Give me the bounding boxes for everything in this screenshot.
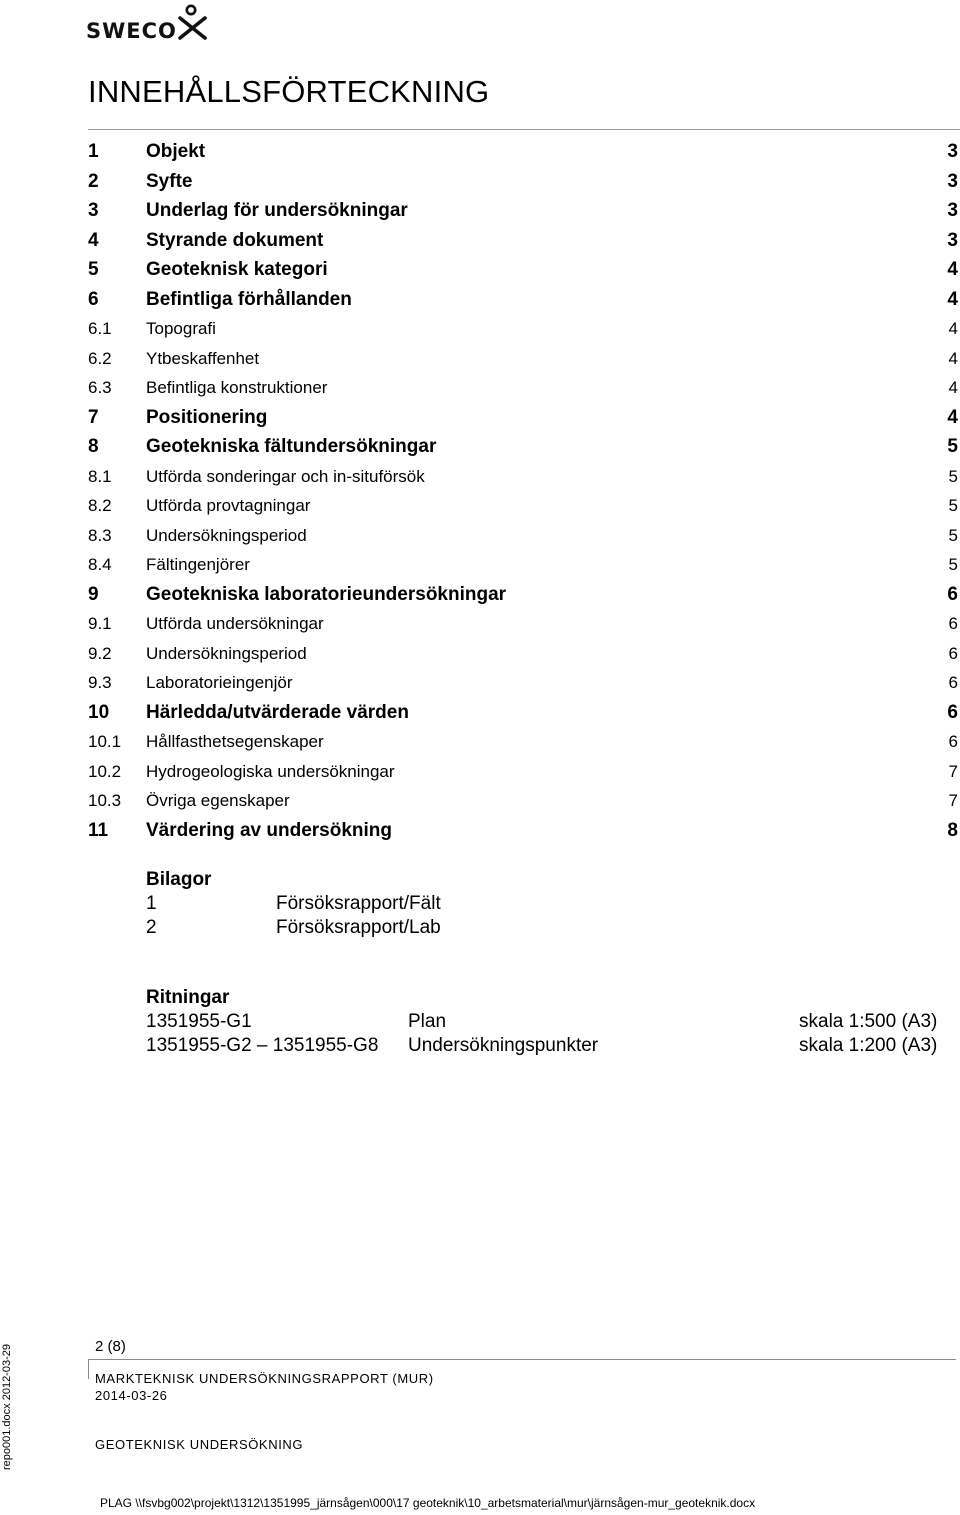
toc-entry-number: 4 <box>88 229 99 251</box>
drawings-heading: Ritningar <box>146 987 230 1008</box>
toc-entry <box>88 196 958 226</box>
toc-entry <box>88 521 958 551</box>
toc-entry-page: 6 <box>947 583 958 605</box>
toc-entry-number: 6 <box>88 288 99 310</box>
logo-wordmark: SWECO <box>86 19 177 43</box>
toc-entry <box>88 314 958 344</box>
toc-entry-title: Objekt <box>146 141 206 162</box>
drawing-description: Undersökningspunkter <box>408 1035 599 1056</box>
toc-entry <box>88 137 958 167</box>
toc-entry-number: 6.2 <box>88 348 112 368</box>
toc-entry-page: 4 <box>948 378 958 397</box>
toc-entry-page: 3 <box>947 200 958 221</box>
toc-entry-title: Utförda sonderingar och in-situförsök <box>146 466 425 486</box>
toc-entry <box>88 255 958 285</box>
report-subject: GEOTEKNISK UNDERSÖKNING <box>95 1437 304 1452</box>
toc-entry-page: 5 <box>948 466 958 486</box>
toc-entry-number: 10.1 <box>88 732 122 751</box>
toc-entry-page: 5 <box>948 555 958 574</box>
drawing-scale: skala 1:200 (A3) <box>799 1035 938 1056</box>
attachments-section <box>146 868 441 940</box>
attachment-item <box>146 916 441 940</box>
toc-entry-title: Utförda undersökningar <box>146 614 324 633</box>
toc-entry-title: Undersökningsperiod <box>146 643 307 663</box>
toc-entry-number: 1 <box>88 141 99 162</box>
toc-entry-number: 9.1 <box>88 614 112 633</box>
toc-entry-title: Topografi <box>146 319 216 338</box>
toc-entry <box>88 757 958 787</box>
toc-entry-title: Värdering av undersökning <box>146 819 392 841</box>
toc-entry-title: Hydrogeologiska undersökningar <box>146 761 395 781</box>
toc-entry-title: Positionering <box>146 406 268 428</box>
toc-entry-title: Fältingenjörer <box>146 555 250 574</box>
toc-entry <box>88 403 958 433</box>
page-title: INNEHÅLLSFÖRTECKNING <box>88 74 490 109</box>
toc-entry-page: 5 <box>947 436 958 457</box>
toc-entry-title: Undersökningsperiod <box>146 525 307 545</box>
toc-entry-page: 4 <box>947 406 958 428</box>
toc-entry-page: 5 <box>948 525 958 545</box>
toc-entry <box>88 432 958 462</box>
report-date: 2014-03-26 <box>95 1388 168 1403</box>
toc-entry-number: 8.4 <box>88 555 112 574</box>
toc-entry-number: 8 <box>88 436 99 457</box>
drawing-id: 1351955-G2 – 1351955-G8 <box>146 1035 379 1056</box>
toc-entry-page: 8 <box>947 819 958 841</box>
sweco-figure-icon <box>178 4 208 42</box>
toc-entry-title: Befintliga förhållanden <box>146 288 352 310</box>
toc-entry-number: 5 <box>88 259 99 280</box>
toc-entry <box>88 462 958 492</box>
toc-entry-page: 5 <box>948 496 958 515</box>
toc-entry-page: 6 <box>948 732 958 751</box>
toc-entry-number: 8.2 <box>88 496 112 515</box>
toc-entry-number: 9.2 <box>88 643 112 663</box>
toc-entry-number: 2 <box>88 170 99 192</box>
toc-entry-number: 7 <box>88 406 99 428</box>
toc-entry <box>88 668 958 698</box>
sweco-logo <box>86 4 211 44</box>
toc-entry-number: 3 <box>88 200 99 221</box>
toc-entry-number: 11 <box>88 819 109 841</box>
toc-entry <box>88 580 958 610</box>
toc-entry-title: Övriga egenskaper <box>146 791 290 810</box>
drawing-id: 1351955-G1 <box>146 1011 252 1032</box>
attachment-item <box>146 892 441 916</box>
attachment-number: 1 <box>146 893 157 914</box>
page-number: 2 (8) <box>95 1338 126 1355</box>
toc-entry-page: 7 <box>948 791 958 810</box>
footer-divider <box>88 1359 956 1360</box>
toc-entry-number: 10.2 <box>88 761 122 781</box>
toc-entry-page: 3 <box>947 170 958 192</box>
toc-entry-number: 10 <box>88 701 110 723</box>
title-divider <box>88 129 960 130</box>
toc-entry-number: 8.3 <box>88 525 112 545</box>
toc-entry-page: 6 <box>947 701 958 723</box>
toc-entry-title: Syfte <box>146 170 193 192</box>
attachments-heading: Bilagor <box>146 869 212 890</box>
toc-entry <box>88 373 958 403</box>
toc-entry-title: Geotekniska laboratorieundersökningar <box>146 583 507 605</box>
toc-entry <box>88 727 958 757</box>
toc-entry-page: 3 <box>947 229 958 251</box>
attachment-number: 2 <box>146 917 157 938</box>
toc-entry-number: 10.3 <box>88 791 122 810</box>
toc-entry-title: Hållfasthetsegenskaper <box>146 732 324 751</box>
toc-entry-page: 4 <box>948 348 958 368</box>
toc-entry-title: Laboratorieingenjör <box>146 673 293 692</box>
toc-entry-page: 4 <box>948 319 958 338</box>
footer-divider-tick <box>88 1359 89 1379</box>
template-version: repo001.docx 2012-03-29 <box>1 1344 13 1470</box>
toc-entry-title: Styrande dokument <box>146 229 324 251</box>
toc-entry-number: 6.1 <box>88 319 112 338</box>
toc-entry-title: Befintliga konstruktioner <box>146 378 328 397</box>
toc-entry <box>88 285 958 315</box>
attachment-title: Försöksrapport/Lab <box>276 917 441 938</box>
drawing-item <box>146 1034 956 1058</box>
attachment-title: Försöksrapport/Fält <box>276 893 441 914</box>
toc-entry <box>88 550 958 580</box>
toc-entry <box>88 786 958 816</box>
toc-entry <box>88 491 958 521</box>
toc-entry-page: 3 <box>947 141 958 162</box>
toc-entry <box>88 609 958 639</box>
toc-entry <box>88 698 958 728</box>
toc-entry-number: 9 <box>88 583 99 605</box>
toc-entry-page: 4 <box>947 259 958 280</box>
toc-entry <box>88 226 958 256</box>
toc-entry-page: 7 <box>948 761 958 781</box>
toc-entry <box>88 344 958 374</box>
toc-entry-number: 8.1 <box>88 466 112 486</box>
drawing-item <box>146 1010 956 1034</box>
toc-entry-page: 6 <box>948 673 958 692</box>
toc-entry-number: 9.3 <box>88 673 112 692</box>
toc-entry <box>88 639 958 669</box>
file-path: PLAG \\fsvbg002\projekt\1312\1351995_järnsågen\000\17 geoteknik\10_arbetsmaterial\mur\järnsågen-mur_geoteknik.docx <box>100 1496 756 1510</box>
drawing-description: Plan <box>408 1011 447 1032</box>
report-type: MARKTEKNISK UNDERSÖKNINGSRAPPORT (MUR) <box>95 1371 434 1386</box>
toc-entry-number: 6.3 <box>88 378 112 397</box>
toc-entry-title: Underlag för undersökningar <box>146 200 408 221</box>
toc-entry-title: Geoteknisk kategori <box>146 259 328 280</box>
toc-entry-title: Härledda/utvärderade värden <box>146 701 409 723</box>
toc-entry <box>88 816 958 846</box>
drawing-scale: skala 1:500 (A3) <box>799 1011 938 1032</box>
toc-entry-page: 6 <box>948 643 958 663</box>
drawings-section <box>146 986 956 1058</box>
toc-entry-title: Utförda provtagningar <box>146 496 311 515</box>
toc-entry-title: Geotekniska fältundersökningar <box>146 436 437 457</box>
toc-entry-title: Ytbeskaffenhet <box>146 348 260 368</box>
toc-entry <box>88 167 958 197</box>
toc-entry-page: 4 <box>947 288 958 310</box>
table-of-contents <box>88 137 958 845</box>
toc-entry-page: 6 <box>948 614 958 633</box>
